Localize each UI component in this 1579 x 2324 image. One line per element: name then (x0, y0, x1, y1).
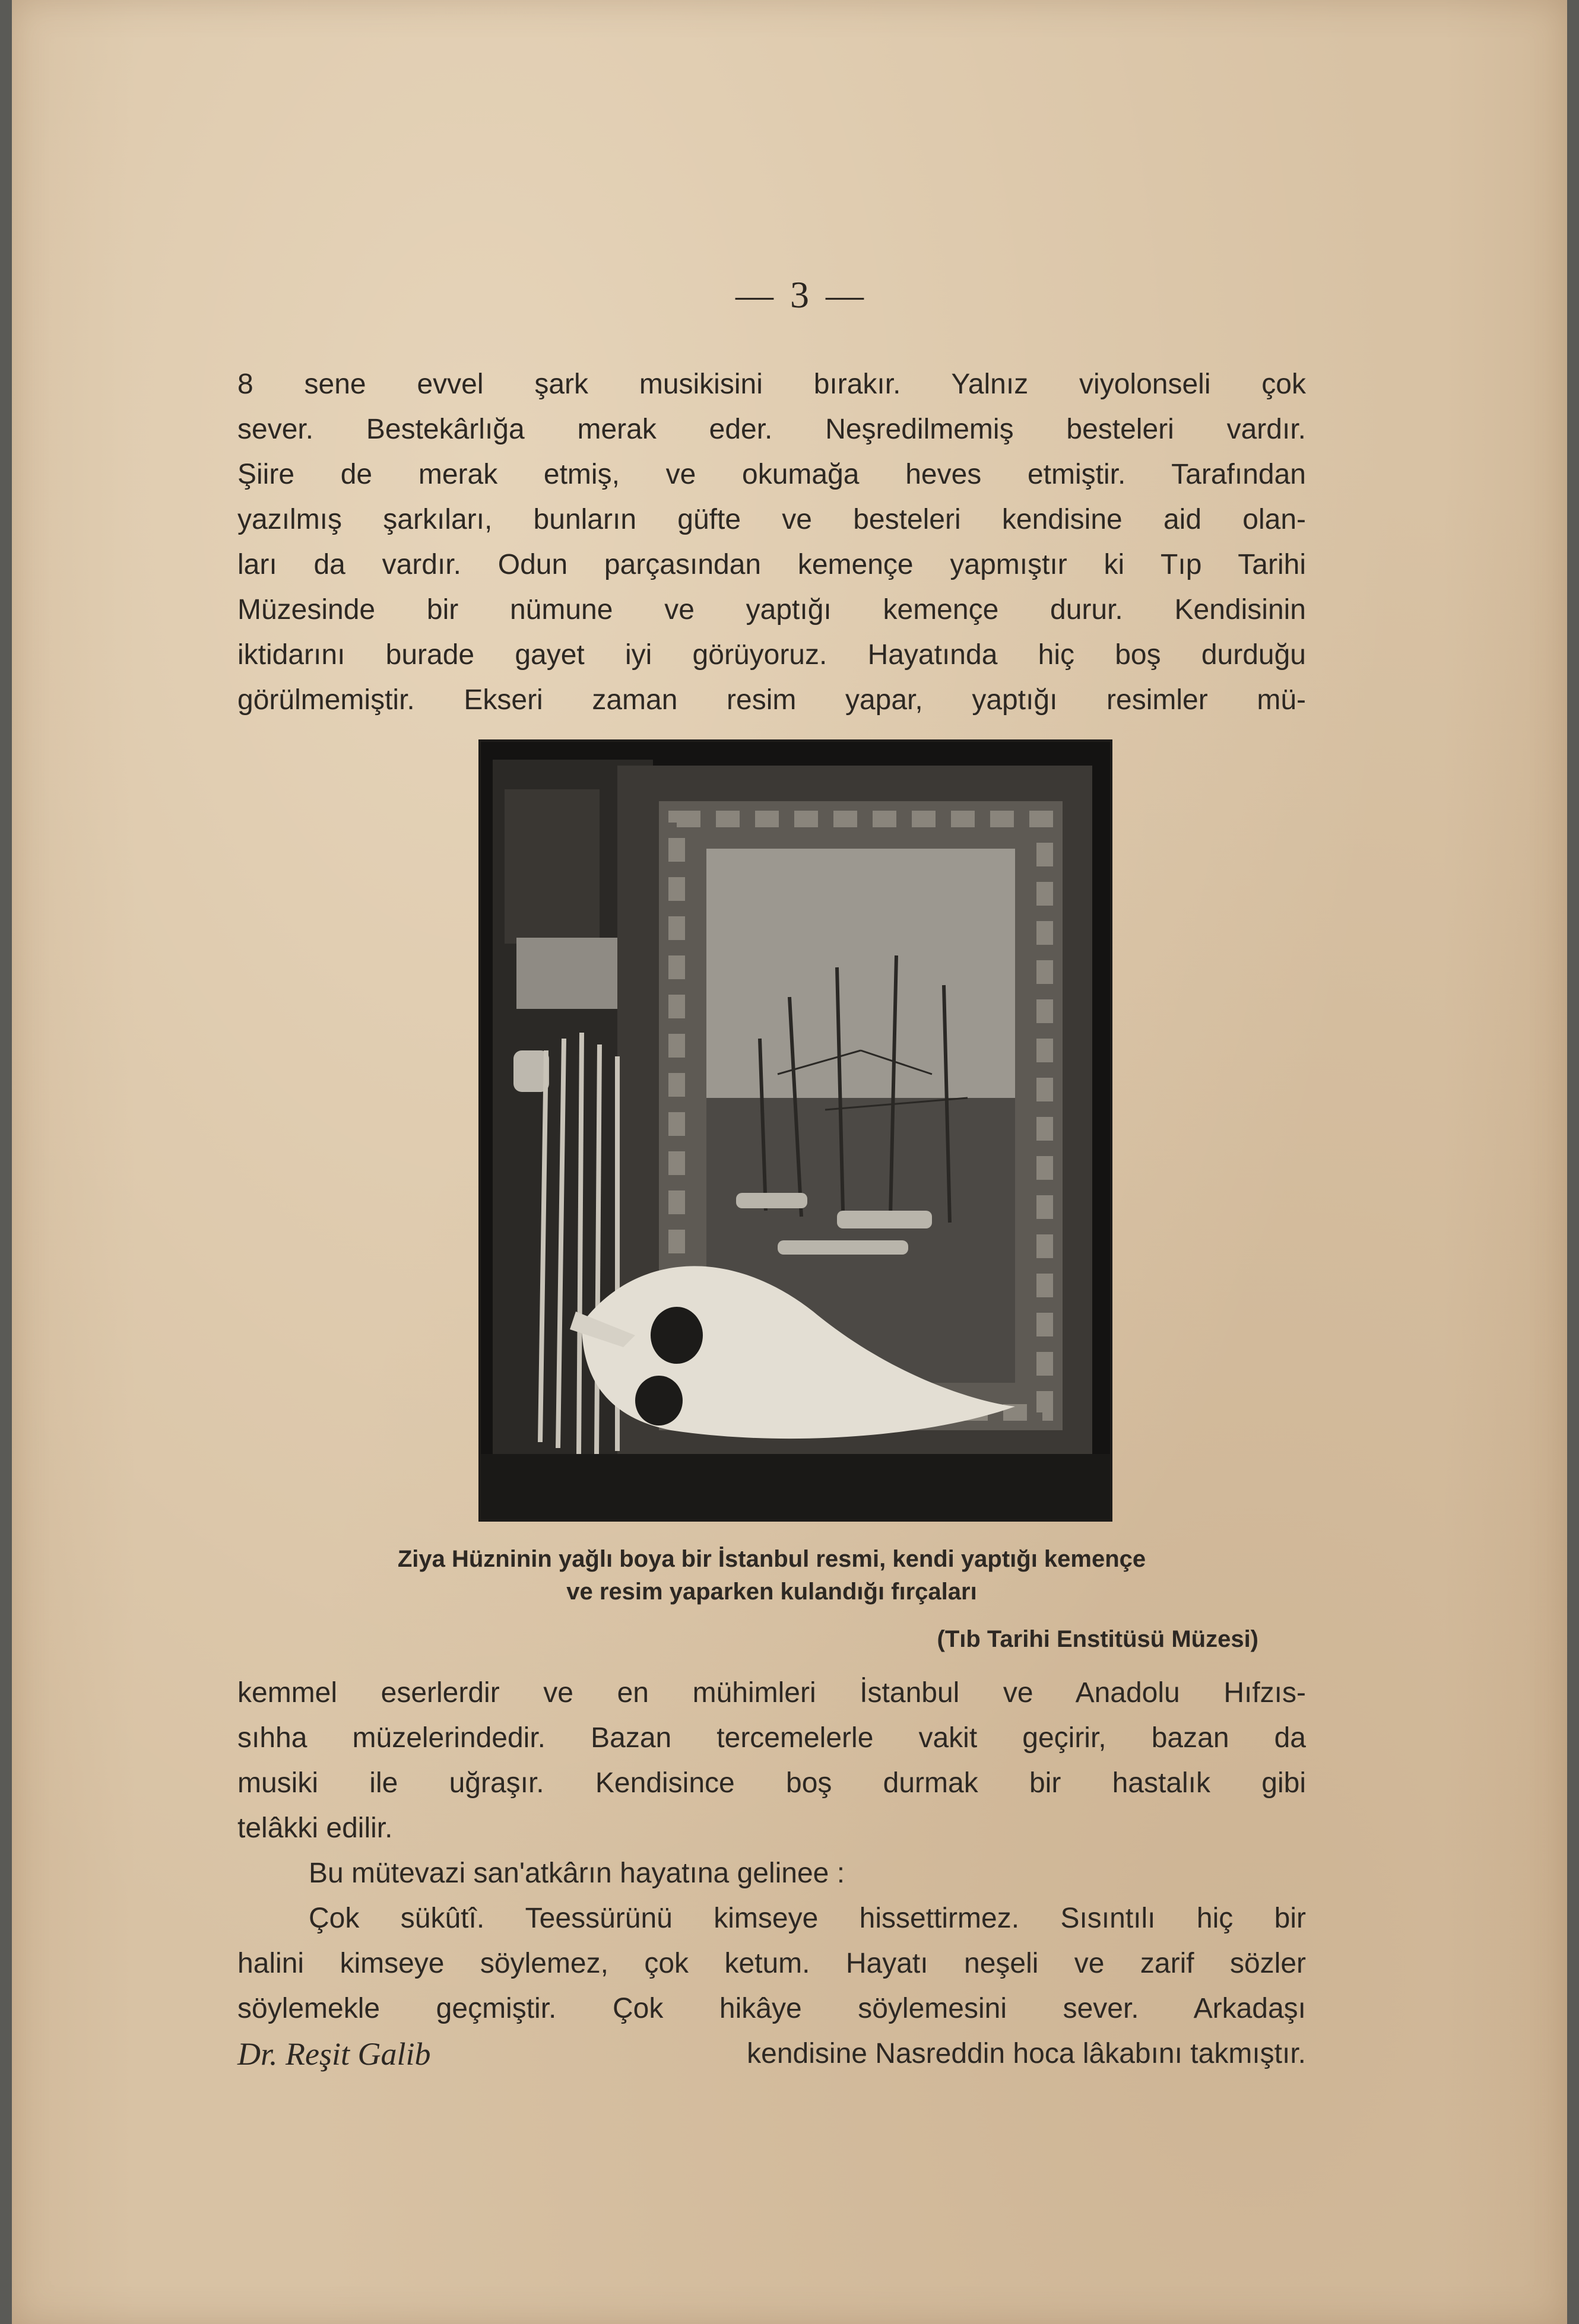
photo-credit: (Tıb Tarihi Enstitüsü Müzesi) (937, 1626, 1258, 1652)
text-line-last (237, 2031, 1306, 2077)
text-line: söylemekle geçmiştir. Çok hikâye söylemesini sever. Arkadaşı (237, 1993, 1306, 2024)
text-line: ları da vardır. Odun parçasından kemençe yapmıştır ki Tıp Tarihi (237, 549, 1306, 580)
text-line: kemmel eserlerdir ve en mühimleri İstanbul ve Anadolu Hıfzıs- (237, 1677, 1306, 1709)
caption-line-2: ve resim yaparken kulandığı fırçaları (566, 1579, 977, 1605)
photograph-painting-kemence-brushes (481, 742, 1110, 1519)
text-line: 8 sene evvel şark musikisini bırakır. Yalnız viyolonseli çok (237, 369, 1306, 400)
paragraph-top (237, 362, 1306, 723)
text-line: telâkki edilir. (237, 1812, 393, 1844)
text-line: sıhha müzelerindedir. Bazan tercemelerle vakit geçirir, bazan da (237, 1722, 1306, 1754)
text-line: görülmemiştir. Ekseri zaman resim yapar, yaptığı resimler mü- (237, 684, 1306, 716)
text-line: Çok sükûtî. Teessürünü kimseye hissettirmez. Sısıntılı hiç bir (309, 1903, 1306, 1934)
text-line: Şiire de merak etmiş, ve okumağa heves etmiştir. Tarafından (237, 459, 1306, 490)
intro-line: Bu mütevazi san'atkârın hayatına gelinee : (309, 1858, 845, 1889)
text-line: iktidarını burade gayet iyi görüyoruz. Hayatında hiç boş durduğu (237, 639, 1306, 671)
paragraph-middle (237, 1671, 1306, 2077)
caption-line-1: Ziya Hüzninin yağlı boya bir İstanbul resmi, kendi yaptığı kemençe (397, 1546, 1146, 1572)
text-line: Müzesinde bir nümune ve yaptığı kemençe durur. Kendisinin (237, 594, 1306, 626)
text-line: yazılmış şarkıları, bunların güfte ve besteleri kendisine aid olan- (237, 504, 1306, 535)
document-page (12, 0, 1567, 2324)
text-line: sever. Bestekârlığa merak eder. Neşredilmemiş besteleri vardır. (237, 414, 1306, 445)
text-fragment: kendisine Nasreddin hoca lâkabını takmıştır. (747, 2038, 1306, 2069)
text-line: musiki ile uğraşır. Kendisince boş durmak bir hastalık gibi (237, 1767, 1306, 1799)
text-line: halini kimseye söylemez, çok ketum. Hayatı neşeli ve zarif sözler (237, 1948, 1306, 1979)
person-name: Dr. Reşit Galib (237, 2036, 431, 2072)
page-number: — 3 — (735, 274, 867, 316)
